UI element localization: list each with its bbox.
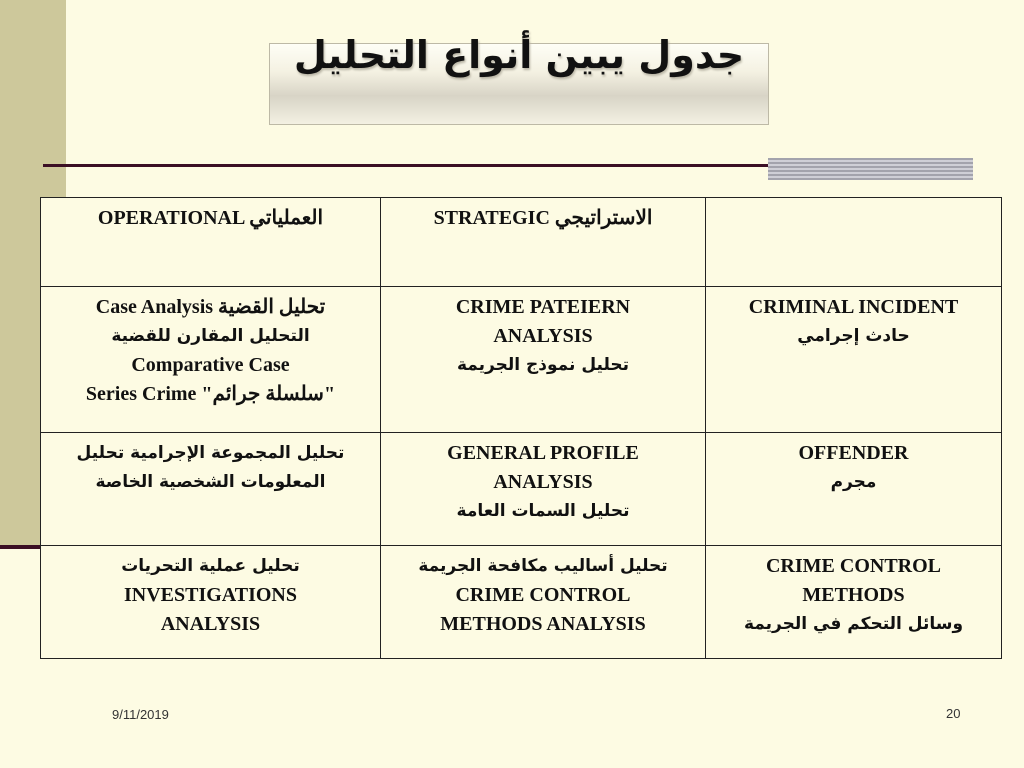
cell-line: Case Analysis تحليل القضية — [95, 296, 326, 318]
header-strategic-label: STRATEGIC الاستراتيجي — [433, 207, 653, 229]
header-operational-label: OPERATIONAL العملياتي — [97, 207, 324, 229]
cell-strategic — [381, 287, 706, 433]
cell-line: Comparative Case — [131, 354, 290, 376]
table-row — [41, 433, 1002, 546]
cell-line: وسائل التحكم في الجريمة — [743, 614, 964, 634]
header-empty — [706, 198, 1002, 287]
header-strategic — [381, 198, 706, 287]
cell-line: حادث إجرامي — [797, 326, 910, 346]
cell-line: التحليل المقارن للقضية — [111, 326, 310, 346]
slide-date: 9/11/2019 — [112, 707, 169, 722]
slide-title: جدول يبين أنواع التحليل — [293, 33, 745, 77]
table-row — [41, 546, 1002, 659]
cell-line: CRIME CONTROL — [765, 555, 941, 577]
title-box — [269, 33, 769, 125]
cell-category — [706, 546, 1002, 659]
cell-line: CRIME PATEIERN — [455, 296, 631, 318]
cell-category — [706, 287, 1002, 433]
cell-line: تحليل المجموعة الإجرامية تحليل — [76, 443, 345, 463]
cell-line: CRIME CONTROL — [455, 584, 631, 606]
cell-line: المعلومات الشخصية الخاصة — [95, 472, 326, 492]
cell-category — [706, 433, 1002, 546]
cell-operational — [41, 546, 381, 659]
cell-operational — [41, 287, 381, 433]
cell-line: مجرم — [830, 472, 877, 492]
cell-strategic — [381, 433, 706, 546]
cell-line: CRIMINAL INCIDENT — [748, 296, 959, 318]
cell-line: تحليل نموذج الجريمة — [456, 355, 630, 375]
cell-line: تحليل عملية التحريات — [121, 556, 300, 576]
cell-strategic — [381, 546, 706, 659]
cell-line: تحليل السمات العامة — [456, 501, 630, 521]
cell-line: ANALYSIS — [493, 471, 593, 493]
divider-accent — [768, 158, 973, 180]
cell-line: ANALYSIS — [493, 325, 593, 347]
cell-line: OFFENDER — [798, 442, 909, 464]
cell-line: INVESTIGATIONS — [123, 584, 298, 606]
cell-line: GENERAL PROFILE — [447, 442, 639, 464]
slide-page-number: 20 — [946, 706, 961, 721]
table-header-row — [41, 198, 1002, 287]
cell-line: Series Crime "سلسلة جرائم" — [85, 383, 336, 405]
cell-operational — [41, 433, 381, 546]
analysis-types-table — [40, 197, 1002, 659]
cell-line: METHODS ANALYSIS — [440, 613, 646, 635]
table-row — [41, 287, 1002, 433]
header-operational — [41, 198, 381, 287]
cell-line: METHODS — [802, 584, 905, 606]
cell-line: ANALYSIS — [160, 613, 261, 635]
cell-line: تحليل أساليب مكافحة الجريمة — [418, 556, 668, 576]
